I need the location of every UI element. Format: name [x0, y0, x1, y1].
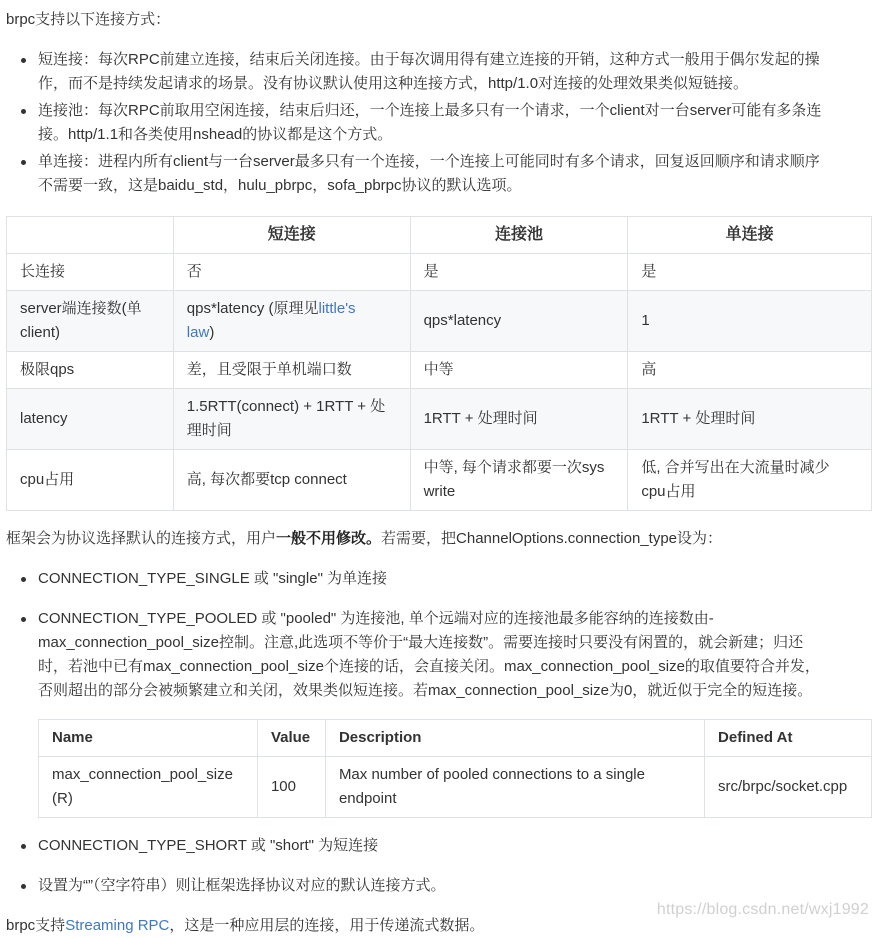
text-span: 若需要，把ChannelOptions.connection_type设为： [381, 530, 723, 547]
table-row [7, 389, 872, 450]
bold-text: 一般不用修改。 [276, 530, 382, 547]
littles-law-link[interactable]: law [186, 324, 210, 341]
connection-types-list [0, 48, 877, 198]
text-line: 连接池：每次RPC前取用空闲连接，结束后归还，一个连接上最多只有一个请求，一个client对一台server可能有多条连 [38, 102, 822, 119]
text-line: 中等, 每个请求都要一次sys [423, 459, 605, 476]
table-cell [173, 389, 410, 450]
option-list-short [0, 834, 877, 858]
list-item-single-option [0, 567, 877, 591]
text-line: 接。http/1.1和各类使用nshead的协议都是这个方式。 [38, 126, 393, 143]
header-cell: Value [257, 720, 325, 757]
table-row [7, 450, 872, 511]
text-line: 1.5RTT(connect) + 1RTT + 处 [186, 398, 386, 415]
text-line: 短连接：每次RPC前建立连接，结束后关闭连接。由于每次调用得有建立连接的开销，这种方式一般用于偶尔发起的操 [38, 51, 820, 68]
table-cell: 否 [173, 254, 410, 291]
list-item-short-option [0, 834, 877, 858]
text-line: client) [20, 324, 61, 341]
list-item-short-connection [0, 48, 877, 96]
text-line: max_connection_pool_size控制。注意,此选项不等价于“最大连接数”。需要连接时只要没有闲置的，就会新建；归还 [38, 634, 804, 651]
text-line: 不需要一致，这是baidu_std，hulu_pbrpc，sofa_pbrpc协议的默认选项。 [38, 177, 522, 194]
flag-table [38, 719, 872, 818]
text-line: 低, 合并写出在大流量时减少 [641, 459, 830, 476]
table-row [39, 757, 872, 818]
flag-value-cell: 100 [257, 757, 325, 818]
header-cell: 单连接 [628, 217, 872, 254]
intro-text: brpc支持以下连接方式： [6, 11, 171, 28]
table-row [7, 254, 872, 291]
header-cell: 连接池 [410, 217, 628, 254]
flag-name-cell [39, 757, 258, 818]
table-cell: 是 [410, 254, 628, 291]
text-line: CONNECTION_TYPE_SINGLE 或 "single" 为单连接 [38, 570, 388, 587]
table-cell [410, 450, 628, 511]
header-cell: Description [325, 720, 704, 757]
flag-defined-at-cell: src/brpc/socket.cpp [705, 757, 872, 818]
header-cell: Defined At [705, 720, 872, 757]
streaming-text [6, 914, 484, 938]
text-line: (R) [52, 790, 73, 807]
table-cell: 是 [628, 254, 872, 291]
littles-law-link[interactable]: little's [318, 300, 356, 317]
flag-description-cell [325, 757, 704, 818]
bullet-icon [21, 844, 26, 849]
header-cell [7, 217, 174, 254]
text-span: ) [209, 324, 215, 341]
list-item-pooled-option [0, 607, 877, 703]
text-line: 单连接：进程内所有client与一台server最多只有一个连接，一个连接上可能同时有多个请求，回复返回顺序和请求顺序 [38, 153, 820, 170]
text-span: ，这是一种应用层的连接，用于传递流式数据。 [169, 917, 485, 934]
table-cell: 中等 [410, 352, 628, 389]
bullet-icon [21, 160, 26, 165]
text-span: qps*latency (原理见 [186, 300, 319, 317]
header-cell: 短连接 [173, 217, 410, 254]
list-item-single-connection [0, 150, 877, 198]
streaming-rpc-link[interactable]: Streaming RPC [65, 917, 170, 934]
text-line: cpu占用 [641, 483, 696, 500]
text-span: 框架会为协议选择默认的连接方式，用户 [6, 530, 277, 547]
table-cell [628, 450, 872, 511]
table-cell: 1RTT + 处理时间 [410, 389, 628, 450]
row-label: latency [7, 389, 174, 450]
table-cell: 1RTT + 处理时间 [628, 389, 872, 450]
list-item-empty-option [0, 874, 877, 898]
text-line: write [423, 483, 456, 500]
watermark: https://blog.csdn.net/wxj1992 [656, 901, 869, 918]
bullet-icon [21, 109, 26, 114]
bullet-icon [21, 58, 26, 63]
row-label: cpu占用 [7, 450, 174, 511]
header-cell: Name [39, 720, 258, 757]
option-list-empty [0, 874, 877, 898]
table-cell: 高, 每次都要tcp connect [173, 450, 410, 511]
table-cell: qps*latency [410, 291, 628, 352]
row-label [7, 291, 174, 352]
text-line: 理时间 [186, 422, 232, 439]
row-label: 极限qps [7, 352, 174, 389]
table-row [7, 291, 872, 352]
framework-note [6, 527, 722, 551]
text-line: endpoint [338, 790, 397, 807]
text-line: 时，若池中已有max_connection_pool_size个连接的话，会直接关闭。max_connection_pool_size的取值要符合并发， [38, 658, 820, 675]
comparison-table [6, 216, 872, 511]
bullet-icon [21, 617, 26, 622]
text-line: CONNECTION_TYPE_SHORT 或 "short" 为短连接 [38, 837, 379, 854]
text-line: 否则超出的部分会被频繁建立和关闭，效果类似短连接。若max_connection_pool_size为0，就近似于完全的短连接。 [38, 682, 813, 699]
table-row [7, 352, 872, 389]
text-line: 设置为“”（空字符串）则让框架选择协议对应的默认连接方式。 [38, 877, 446, 894]
table-cell: 1 [628, 291, 872, 352]
list-item-pooled-connection [0, 99, 877, 147]
text-line: CONNECTION_TYPE_POOLED 或 "pooled" 为连接池, 单个远端对应的连接池最多能容纳的连接数由- [38, 610, 714, 627]
option-list-pooled [0, 607, 877, 703]
text-line: max_connection_pool_size [52, 766, 233, 783]
table-header-row [7, 217, 872, 254]
text-line: server端连接数(单 [20, 300, 142, 317]
row-label: 长连接 [7, 254, 174, 291]
bullet-icon [21, 884, 26, 889]
text-line: Max number of pooled connections to a single [338, 766, 645, 783]
table-cell [173, 291, 410, 352]
table-cell: 差，且受限于单机端口数 [173, 352, 410, 389]
table-cell: 高 [628, 352, 872, 389]
text-span: brpc支持 [6, 917, 66, 934]
bullet-icon [21, 577, 26, 582]
table-header-row [39, 720, 872, 757]
text-line: 作，而不是持续发起请求的场景。没有协议默认使用这种连接方式，http/1.0对连接的处理效果类似短链接。 [38, 75, 749, 92]
option-list-single [0, 567, 877, 591]
